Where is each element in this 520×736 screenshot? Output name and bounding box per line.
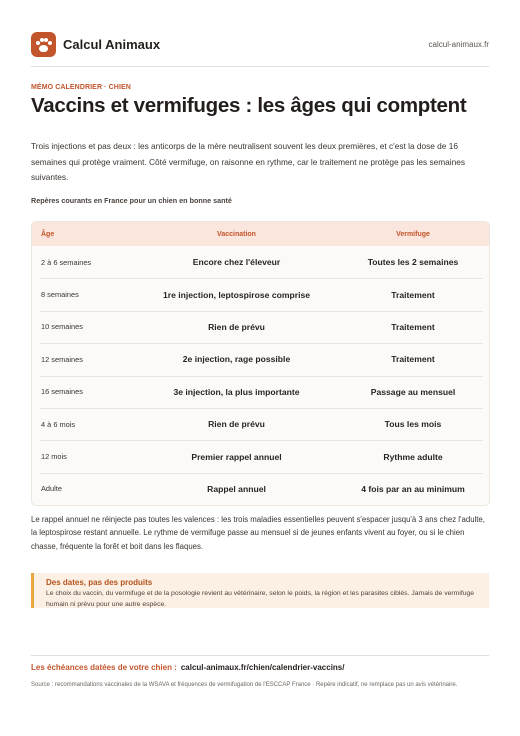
cell-age: Adulte (41, 484, 62, 494)
cell-age: 2 à 6 semaines (41, 257, 92, 267)
cell-vermifuge: Tous les mois (384, 419, 442, 430)
cell-vermifuge: Traitement (391, 321, 435, 332)
site-header (31, 31, 489, 57)
cell-vaccination: 2e injection, rage possible (182, 354, 291, 365)
header-divider (31, 66, 489, 67)
table-row (32, 311, 489, 343)
cell-age: 8 semaines (41, 290, 79, 300)
page-title: Vaccins et vermifuges : les âges qui comptent (31, 94, 467, 117)
table-row (32, 408, 489, 440)
cell-age: 12 semaines (41, 354, 83, 364)
cell-vaccination: Rappel annuel (207, 483, 266, 494)
header-vaccination: Vaccination (217, 230, 256, 238)
brand-name: Calcul Animaux (63, 36, 161, 52)
table-row (32, 278, 489, 310)
brand[interactable] (31, 32, 160, 57)
cell-vermifuge: Traitement (391, 354, 435, 365)
footer-lead: Les échéances datées de votre chien : (31, 663, 177, 672)
cell-vaccination: Rien de prévu (208, 419, 265, 430)
cell-vaccination: 3e injection, la plus importante (173, 386, 300, 397)
cell-vaccination: Premier rappel annuel (191, 451, 282, 462)
cell-vermifuge: Rythme adulte (383, 451, 443, 462)
cell-vermifuge: Toutes les 2 semaines (367, 257, 459, 268)
table-row (32, 440, 489, 472)
site-url[interactable]: calcul-animaux.fr (428, 39, 489, 49)
cell-age: 4 à 6 mois (41, 419, 76, 429)
header-age: Âge (41, 230, 55, 238)
cell-vaccination: Encore chez l'éleveur (192, 257, 281, 268)
cell-age: 12 mois (41, 452, 67, 462)
cell-vaccination: Rien de prévu (208, 321, 265, 332)
table-row (32, 343, 489, 375)
table-row (32, 246, 489, 278)
table-caption: Repères courants en France pour un chien en bonne santé (31, 196, 232, 205)
cell-vaccination: 1re injection, leptospirose comprise (162, 289, 311, 300)
source-note: Source : recommandations vaccinales de la WSAVA et fréquences de vermifugation de l'ESCCAP France · Repère indicatif, ne remplace pas un avis vétérinaire. (31, 682, 458, 688)
kicker: MÉMO CALENDRIER · CHIEN (31, 84, 131, 91)
callout-text: Le choix du vaccin, du vermifuge et de la posologie revient au vétérinaire, selon le poids, la région et les parasites ciblés. Jamais de vermifuge humain ni prévu pour une autre espèce. (46, 590, 475, 608)
table-row (32, 376, 489, 408)
note-paragraph: Le rappel annuel ne réinjecte pas toutes les valences : les trois maladies essentielles peuvent s'espacer jusqu'à 3 ans chez l'adulte, la leptospirose restant annuelle. Le rythme de vermifuge passe au mensuel si de jeunes enfants vivent au foyer, ou si le chien chasse, fréquente la forêt et boit dans les flaques. (31, 515, 485, 551)
schedule-table (31, 221, 490, 506)
intro-paragraph: Trois injections et pas deux : les anticorps de la mère neutralisent souvent les deux premières, et c'est la dose de 16 semaines qui protège vraiment. Côté vermifuge, on raisonne en rythme, car le traitement ne protège pas les semaines suivantes. (31, 141, 465, 182)
header-vermifuge: Vermifuge (396, 230, 430, 238)
cell-age: 16 semaines (41, 387, 83, 397)
footer-cta (31, 663, 344, 672)
callout-title: Des dates, pas des produits (46, 578, 153, 587)
footer-link[interactable]: calcul-animaux.fr/chien/calendrier-vaccins/ (180, 663, 345, 672)
table-header (32, 222, 489, 246)
cell-vermifuge: Passage au mensuel (370, 386, 456, 397)
callout-box (31, 573, 489, 608)
cell-age: 10 semaines (41, 322, 83, 332)
cell-vermifuge: 4 fois par an au minimum (361, 483, 465, 494)
table-row (32, 473, 489, 505)
paw-icon (31, 32, 56, 57)
cell-vermifuge: Traitement (391, 289, 435, 300)
footer-divider (31, 655, 489, 656)
